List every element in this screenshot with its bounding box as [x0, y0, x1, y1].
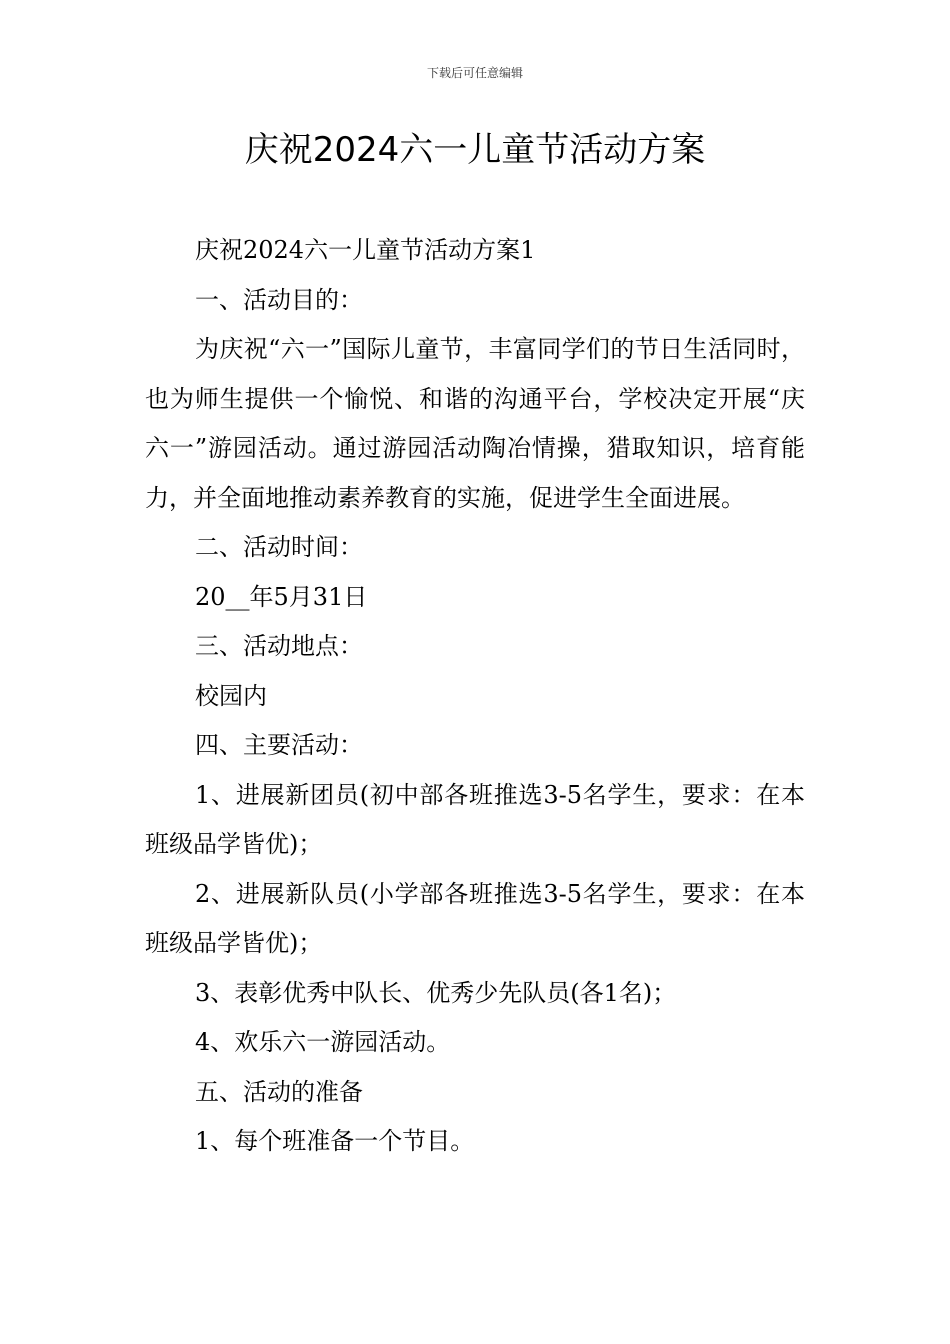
activity-item: 2、进展新队员(小学部各班推选3-5名学生，要求：在本班级品学皆优)；: [145, 879, 805, 957]
activity-item: 4、欢乐六一游园活动。: [195, 1028, 451, 1056]
header-note: 下载后可任意编辑: [426, 66, 523, 80]
subtitle-paragraph: 庆祝2024六一儿童节活动方案1: [195, 236, 536, 264]
document-title: 庆祝2024六一儿童节活动方案: [244, 130, 706, 170]
section-heading-time: 二、活动时间：: [195, 533, 363, 561]
time-paragraph: 20__年5月31日: [195, 582, 368, 611]
section-heading-activities: 四、主要活动：: [195, 731, 363, 759]
section-heading-location: 三、活动地点：: [195, 632, 363, 660]
preparation-item: 1、每个班准备一个节目。: [195, 1127, 475, 1155]
activity-item: 1、进展新团员(初中部各班推选3-5名学生，要求：在本班级品学皆优)；: [145, 780, 805, 858]
location-paragraph: 校园内: [195, 681, 267, 710]
purpose-paragraph: 为庆祝“六一”国际儿童节，丰富同学们的节日生活同时，也为师生提供一个愉悦、和谐的沟通平台，学校决定开展“庆六一”游园活动。通过游园活动陶冶情操，猎取知识，培育能力，并全面地推动素养教育的实施，促进学生全面进展。: [145, 335, 805, 512]
section-heading-purpose: 一、活动目的：: [195, 285, 363, 314]
document-body: [145, 226, 805, 1167]
section-heading-preparation: 五、活动的准备: [195, 1077, 363, 1106]
activity-item: 3、表彰优秀中队长、优秀少先队员(各1名)；: [195, 978, 677, 1007]
